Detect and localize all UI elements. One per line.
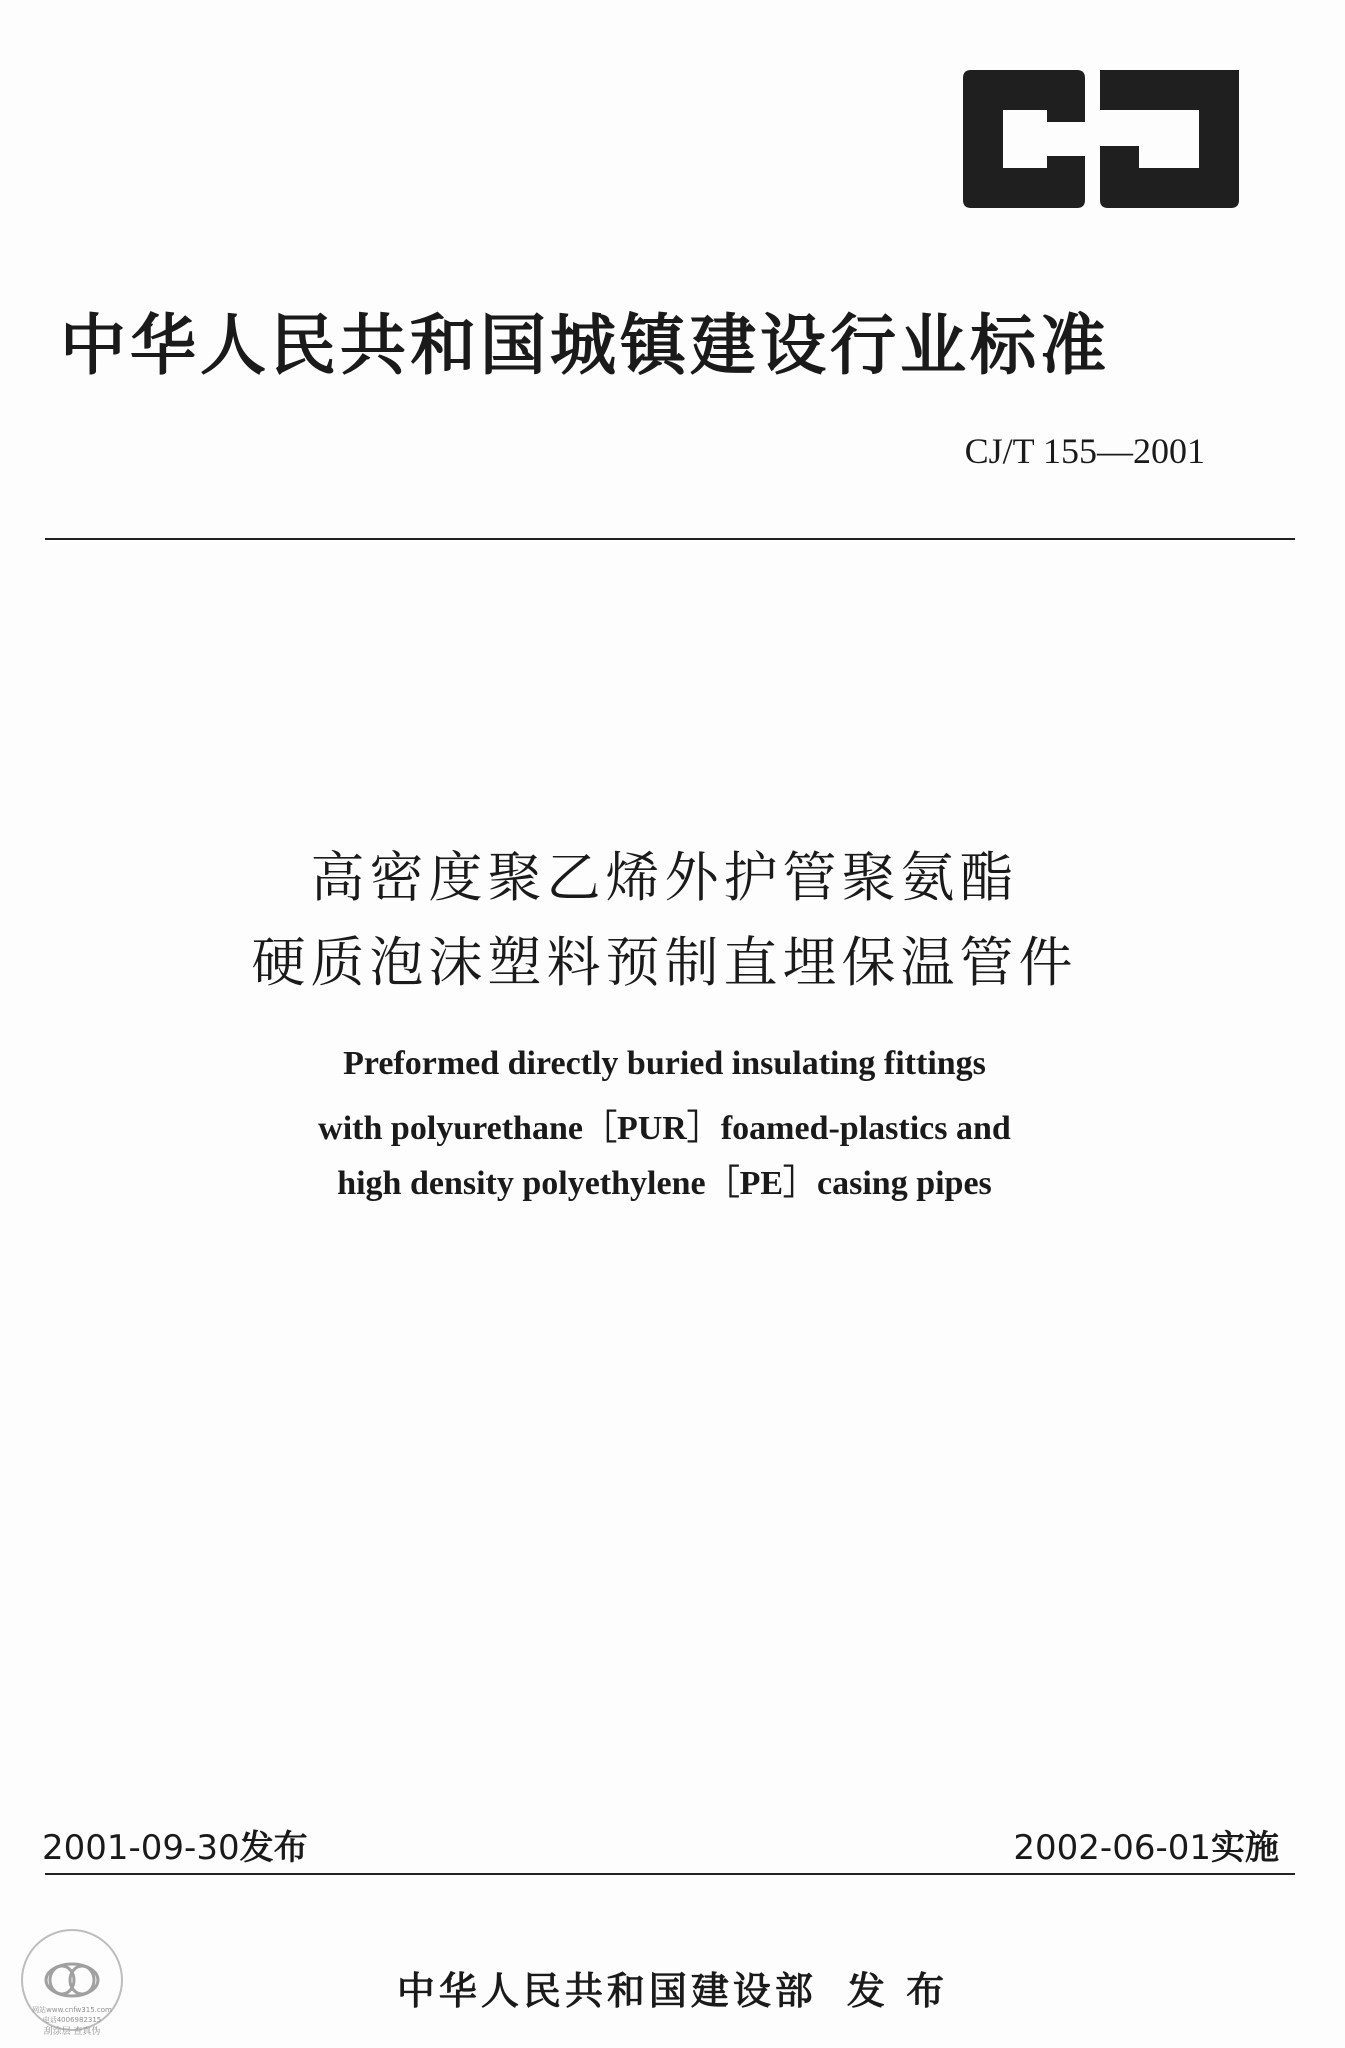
- issue-date-value: 2001-09-30: [42, 1828, 240, 1868]
- effective-date: [1013, 1820, 1279, 1869]
- english-title-line-3: high density polyethylene［PE］casing pipes: [337, 1165, 992, 1202]
- bottom-divider: [45, 1873, 1295, 1875]
- publisher-action: 发 布: [846, 1969, 949, 2013]
- effective-date-value: 2002-06-01: [1013, 1828, 1211, 1868]
- effective-date-suffix: 实施: [1211, 1828, 1279, 1868]
- publisher-line: [0, 1960, 1345, 2015]
- stamp-line-1: 网站www.cnfw315.com: [32, 2006, 112, 2014]
- issue-date-suffix: 发布: [239, 1828, 308, 1868]
- stamp-line-2: 电话4006982315: [42, 2016, 102, 2024]
- publisher-name: 中华人民共和国建设部: [396, 1969, 817, 2013]
- top-divider: [45, 538, 1295, 540]
- chinese-title-line-1: 高密度聚乙烯外护管聚氨酯: [310, 846, 1019, 909]
- standard-number: CJ/T 155—2001: [964, 431, 1205, 471]
- stamp-line-3: 刮涂层 查真伪: [43, 2027, 101, 2037]
- industry-standard-title: 中华人民共和国城镇建设行业标准: [60, 307, 1110, 384]
- cj-logo-icon: [955, 68, 1245, 210]
- issue-date: [42, 1820, 308, 1869]
- anti-counterfeit-stamp-icon: [6, 1928, 138, 2044]
- english-title-line-2: with polyurethane［PUR］foamed-plastics and: [318, 1110, 1011, 1147]
- english-title-line-1: Preformed directly buried insulating fittings: [343, 1045, 986, 1082]
- chinese-title-line-2: 硬质泡沫塑料预制直埋保温管件: [251, 931, 1078, 994]
